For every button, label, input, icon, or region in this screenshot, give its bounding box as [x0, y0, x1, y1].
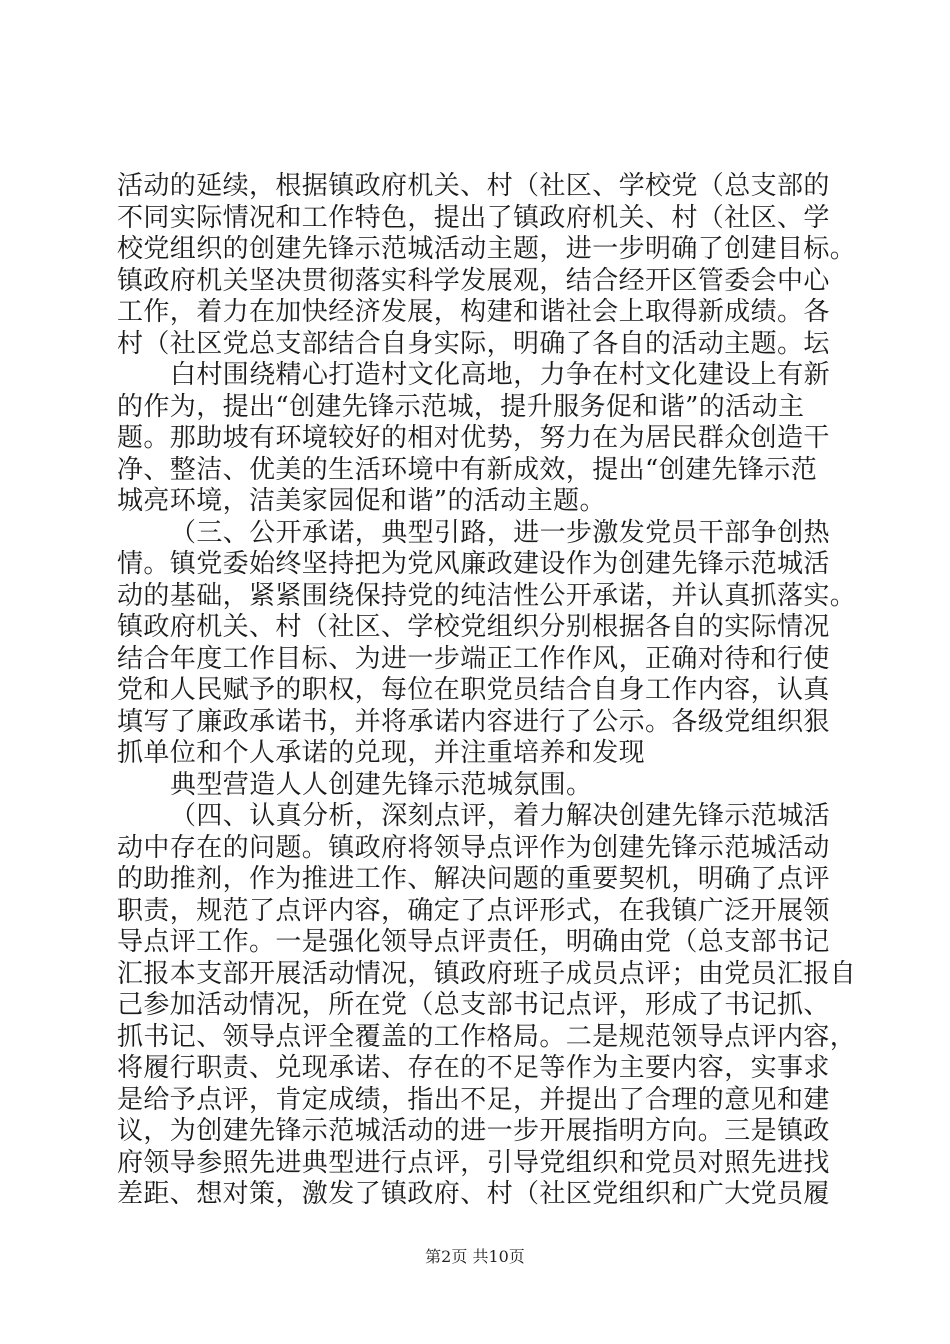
text-line: 镇政府机关、村（社区、学校党组织分别根据各自的实际情况: [117, 612, 830, 642]
text-line: 结合年度工作目标、为进一步端正工作作风，正确对待和行使: [117, 643, 830, 674]
text-line: 抓书记、领导点评全覆盖的工作格局。二是规范领导点评内容，: [117, 1021, 857, 1052]
text-line: 村（社区党总支部结合自身实际，明确了各自的活动主题。坛: [117, 328, 830, 359]
text-line: 抓单位和个人承诺的兑现，并注重培养和发现: [117, 738, 646, 768]
text-line: 典型营造人人创建先锋示范城氛围。: [170, 769, 593, 800]
text-line: 动中存在的问题。镇政府将领导点评作为创建先锋示范城活动: [117, 832, 830, 863]
text-line: 己参加活动情况，所在党（总支部书记点评，形成了书记抓、: [117, 990, 830, 1020]
text-line: 动的基础，紧紧围绕保持党的纯洁性公开承诺，并认真抓落实。: [117, 580, 857, 611]
document-body: [117, 171, 857, 1211]
text-line: 题。那助坡有环境较好的相对优势，努力在为居民群众创造干: [117, 423, 830, 453]
text-line: 工作，着力在加快经济发展，构建和谐社会上取得新成绩。各: [117, 297, 830, 327]
text-line: 城亮环境，洁美家园促和谐”的活动主题。: [117, 486, 606, 516]
text-line: 的助推剂，作为推进工作、解决问题的重要契机，明确了点评: [117, 864, 830, 894]
text-line: 党和人民赋予的职权，每位在职党员结合自身工作内容，认真: [117, 675, 830, 705]
text-line: 填写了廉政承诺书，并将承诺内容进行了公示。各级党组织狠: [117, 706, 830, 737]
page-number: 第2页 共10页: [425, 1247, 525, 1266]
text-line: 镇政府机关坚决贯彻落实科学发展观，结合经开区管委会中心: [117, 265, 830, 296]
text-line: 将履行职责、兑现承诺、存在的不足等作为主要内容，实事求: [117, 1053, 830, 1083]
text-line: （四、认真分析，深刻点评，着力解决创建先锋示范城活: [170, 801, 831, 831]
text-line: 职责，规范了点评内容，确定了点评形式，在我镇广泛开展领: [117, 895, 830, 926]
text-line: 净、整洁、优美的生活环境中有新成效，提出“创建先锋示范: [117, 454, 818, 485]
text-line: 不同实际情况和工作特色，提出了镇政府机关、村（社区、学: [117, 202, 830, 233]
text-line: 的作为，提出“创建先锋示范城，提升服务促和谐”的活动主: [117, 391, 805, 422]
text-line: 活动的延续，根据镇政府机关、村（社区、学校党（总支部的: [117, 171, 830, 201]
text-line: 议，为创建先锋示范城活动的进一步开展指明方向。三是镇政: [117, 1116, 830, 1146]
text-line: （三、公开承诺，典型引路，进一步激发党员干部争创热: [170, 517, 831, 548]
text-line: 差距、想对策，激发了镇政府、村（社区党组织和广大党员履: [117, 1179, 830, 1209]
text-line: 府领导参照先进典型进行点评，引导党组织和党员对照先进找: [117, 1147, 830, 1178]
text-line: 是给予点评，肯定成绩，指出不足，并提出了合理的意见和建: [117, 1084, 830, 1115]
text-line: 汇报本支部开展活动情况，镇政府班子成员点评；由党员汇报自: [117, 958, 857, 989]
text-line: 白村围绕精心打造村文化高地，力争在村文化建设上有新: [170, 360, 831, 390]
text-line: 情。镇党委始终坚持把为党风廉政建设作为创建先锋示范城活: [117, 549, 830, 579]
text-line: 导点评工作。一是强化领导点评责任，明确由党（总支部书记: [117, 927, 830, 957]
text-line: 校党组织的创建先锋示范城活动主题，进一步明确了创建目标。: [117, 234, 857, 264]
